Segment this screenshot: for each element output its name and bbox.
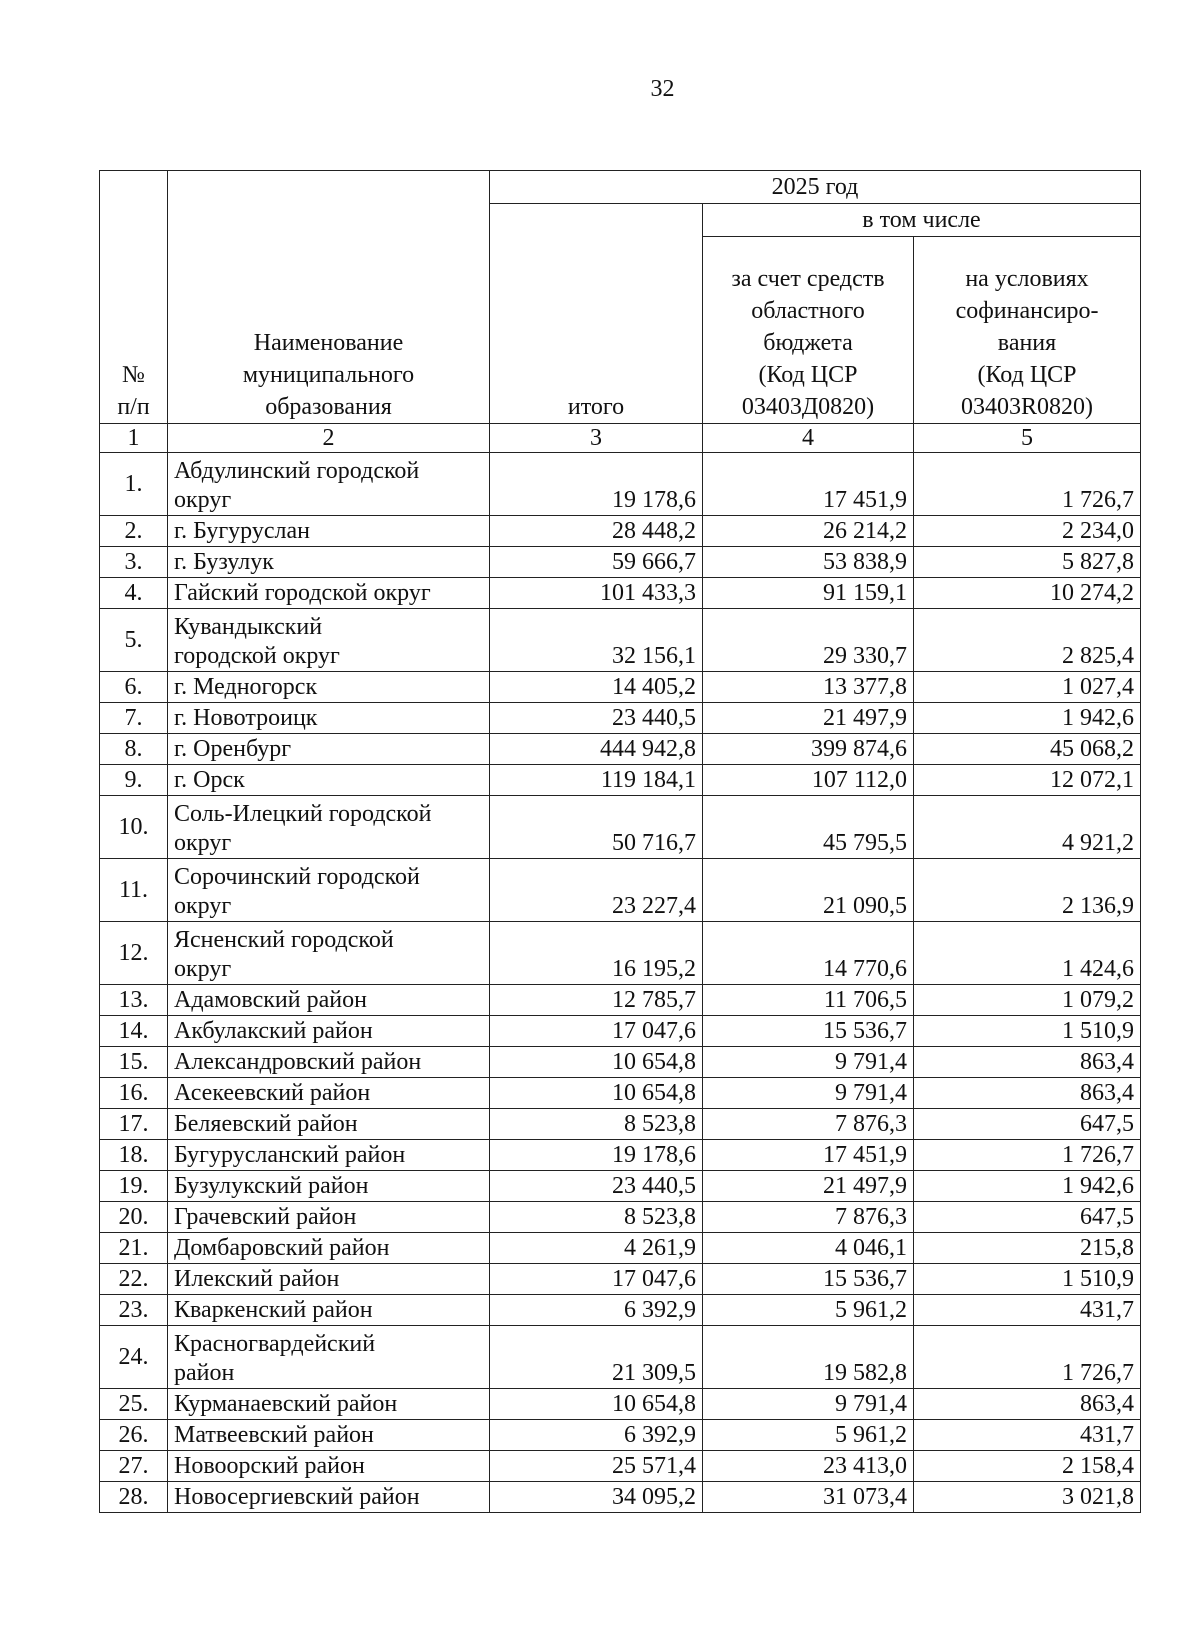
row-number: 10. — [100, 796, 168, 859]
column-number: 1 — [100, 424, 168, 453]
row-number: 17. — [100, 1109, 168, 1140]
row-municipality-name: Адамовский район — [168, 985, 490, 1016]
table-row — [100, 1264, 1141, 1295]
row-total: 19 178,6 — [490, 1140, 703, 1171]
row-number: 1. — [100, 453, 168, 516]
row-number: 23. — [100, 1295, 168, 1326]
table-row — [100, 796, 1141, 859]
row-municipality-name: Новоорский район — [168, 1451, 490, 1482]
table-row — [100, 1202, 1141, 1233]
row-number: 11. — [100, 859, 168, 922]
table-row — [100, 547, 1141, 578]
row-cofinancing: 1 726,7 — [914, 1140, 1141, 1171]
table-row — [100, 1451, 1141, 1482]
row-number: 2. — [100, 516, 168, 547]
row-number: 12. — [100, 922, 168, 985]
row-total: 17 047,6 — [490, 1264, 703, 1295]
row-number: 26. — [100, 1420, 168, 1451]
row-number: 27. — [100, 1451, 168, 1482]
row-cofinancing: 431,7 — [914, 1295, 1141, 1326]
row-municipality-name: Александровский район — [168, 1047, 490, 1078]
row-total: 119 184,1 — [490, 765, 703, 796]
row-total: 19 178,6 — [490, 453, 703, 516]
table-row — [100, 672, 1141, 703]
row-municipality-name: Новосергиевский район — [168, 1482, 490, 1513]
row-total: 444 942,8 — [490, 734, 703, 765]
row-municipality-name: Кваркенский район — [168, 1295, 490, 1326]
row-cofinancing: 4 921,2 — [914, 796, 1141, 859]
row-regional-budget: 11 706,5 — [703, 985, 914, 1016]
row-number: 15. — [100, 1047, 168, 1078]
row-regional-budget: 9 791,4 — [703, 1389, 914, 1420]
row-total: 28 448,2 — [490, 516, 703, 547]
row-number: 8. — [100, 734, 168, 765]
row-regional-budget: 9 791,4 — [703, 1047, 914, 1078]
row-total: 10 654,8 — [490, 1389, 703, 1420]
row-total: 17 047,6 — [490, 1016, 703, 1047]
row-number: 20. — [100, 1202, 168, 1233]
budget-table — [99, 170, 1141, 1513]
row-cofinancing: 1 510,9 — [914, 1016, 1141, 1047]
row-municipality-name: Бузулукский район — [168, 1171, 490, 1202]
row-regional-budget: 21 497,9 — [703, 703, 914, 734]
row-total: 23 440,5 — [490, 703, 703, 734]
row-municipality-name: г. Бугуруслан — [168, 516, 490, 547]
row-total: 32 156,1 — [490, 609, 703, 672]
row-number: 18. — [100, 1140, 168, 1171]
table-row — [100, 922, 1141, 985]
row-regional-budget: 19 582,8 — [703, 1326, 914, 1389]
table-row — [100, 516, 1141, 547]
table-row — [100, 1140, 1141, 1171]
row-municipality-name: Акбулакский район — [168, 1016, 490, 1047]
row-regional-budget: 26 214,2 — [703, 516, 914, 547]
row-total: 23 440,5 — [490, 1171, 703, 1202]
row-regional-budget: 7 876,3 — [703, 1109, 914, 1140]
row-municipality-name: г. Медногорск — [168, 672, 490, 703]
row-number: 9. — [100, 765, 168, 796]
row-municipality-name: Грачевский район — [168, 1202, 490, 1233]
row-cofinancing: 215,8 — [914, 1233, 1141, 1264]
row-total: 6 392,9 — [490, 1420, 703, 1451]
row-number: 3. — [100, 547, 168, 578]
row-municipality-name: Домбаровский район — [168, 1233, 490, 1264]
row-total: 59 666,7 — [490, 547, 703, 578]
column-number: 4 — [703, 424, 914, 453]
row-municipality-name: Сорочинский городской округ — [168, 859, 490, 922]
row-municipality-name: Красногвардейский район — [168, 1326, 490, 1389]
row-regional-budget: 53 838,9 — [703, 547, 914, 578]
row-cofinancing: 647,5 — [914, 1109, 1141, 1140]
table-row — [100, 1078, 1141, 1109]
row-total: 8 523,8 — [490, 1202, 703, 1233]
header-total: итого — [490, 204, 703, 424]
row-total: 50 716,7 — [490, 796, 703, 859]
row-regional-budget: 7 876,3 — [703, 1202, 914, 1233]
row-cofinancing: 2 136,9 — [914, 859, 1141, 922]
row-regional-budget: 5 961,2 — [703, 1420, 914, 1451]
header-municipality-name: Наименование муниципального образования — [168, 171, 490, 424]
row-cofinancing: 1 942,6 — [914, 1171, 1141, 1202]
table-row — [100, 609, 1141, 672]
row-cofinancing: 1 510,9 — [914, 1264, 1141, 1295]
row-cofinancing: 431,7 — [914, 1420, 1141, 1451]
row-number: 5. — [100, 609, 168, 672]
row-cofinancing: 1 726,7 — [914, 1326, 1141, 1389]
table-row — [100, 985, 1141, 1016]
row-regional-budget: 45 795,5 — [703, 796, 914, 859]
row-regional-budget: 15 536,7 — [703, 1016, 914, 1047]
header-year: 2025 год — [490, 171, 1141, 204]
row-total: 4 261,9 — [490, 1233, 703, 1264]
row-municipality-name: Ясненский городской округ — [168, 922, 490, 985]
table-row — [100, 703, 1141, 734]
row-total: 6 392,9 — [490, 1295, 703, 1326]
row-cofinancing: 863,4 — [914, 1389, 1141, 1420]
row-cofinancing: 5 827,8 — [914, 547, 1141, 578]
header-cofinancing: на условиях софинансиро- вания (Код ЦСР 03403R0820) — [914, 237, 1141, 424]
row-total: 16 195,2 — [490, 922, 703, 985]
row-cofinancing: 647,5 — [914, 1202, 1141, 1233]
row-number: 25. — [100, 1389, 168, 1420]
header-row-year — [100, 171, 1141, 204]
row-total: 21 309,5 — [490, 1326, 703, 1389]
row-cofinancing: 1 027,4 — [914, 672, 1141, 703]
row-regional-budget: 29 330,7 — [703, 609, 914, 672]
row-cofinancing: 3 021,8 — [914, 1482, 1141, 1513]
table-row — [100, 1109, 1141, 1140]
row-number: 13. — [100, 985, 168, 1016]
row-total: 12 785,7 — [490, 985, 703, 1016]
row-number: 19. — [100, 1171, 168, 1202]
row-number: 28. — [100, 1482, 168, 1513]
row-cofinancing: 1 424,6 — [914, 922, 1141, 985]
row-total: 34 095,2 — [490, 1482, 703, 1513]
row-total: 8 523,8 — [490, 1109, 703, 1140]
row-municipality-name: Беляевский район — [168, 1109, 490, 1140]
table-row — [100, 1326, 1141, 1389]
row-regional-budget: 21 497,9 — [703, 1171, 914, 1202]
row-number: 21. — [100, 1233, 168, 1264]
row-cofinancing: 45 068,2 — [914, 734, 1141, 765]
row-regional-budget: 14 770,6 — [703, 922, 914, 985]
row-regional-budget: 91 159,1 — [703, 578, 914, 609]
page-number: 32 — [650, 76, 675, 102]
row-number: 6. — [100, 672, 168, 703]
column-number: 3 — [490, 424, 703, 453]
table-row — [100, 734, 1141, 765]
row-municipality-name: г. Орск — [168, 765, 490, 796]
row-municipality-name: г. Бузулук — [168, 547, 490, 578]
header-including: в том числе — [703, 204, 1141, 237]
row-regional-budget: 9 791,4 — [703, 1078, 914, 1109]
row-municipality-name: Матвеевский район — [168, 1420, 490, 1451]
row-regional-budget: 15 536,7 — [703, 1264, 914, 1295]
header-number: № п/п — [100, 171, 168, 424]
row-municipality-name: Соль-Илецкий городской округ — [168, 796, 490, 859]
table-row — [100, 1016, 1141, 1047]
table-row — [100, 1047, 1141, 1078]
row-total: 25 571,4 — [490, 1451, 703, 1482]
row-number: 16. — [100, 1078, 168, 1109]
table-body — [100, 171, 1141, 1513]
row-cofinancing: 10 274,2 — [914, 578, 1141, 609]
row-regional-budget: 21 090,5 — [703, 859, 914, 922]
table-row — [100, 578, 1141, 609]
row-total: 14 405,2 — [490, 672, 703, 703]
row-regional-budget: 4 046,1 — [703, 1233, 914, 1264]
row-cofinancing: 863,4 — [914, 1047, 1141, 1078]
row-total: 10 654,8 — [490, 1078, 703, 1109]
table-row — [100, 1171, 1141, 1202]
row-municipality-name: Кувандыкский городской округ — [168, 609, 490, 672]
row-regional-budget: 17 451,9 — [703, 453, 914, 516]
row-total: 101 433,3 — [490, 578, 703, 609]
row-cofinancing: 2 825,4 — [914, 609, 1141, 672]
row-number: 22. — [100, 1264, 168, 1295]
row-cofinancing: 2 158,4 — [914, 1451, 1141, 1482]
row-total: 10 654,8 — [490, 1047, 703, 1078]
row-regional-budget: 31 073,4 — [703, 1482, 914, 1513]
row-regional-budget: 13 377,8 — [703, 672, 914, 703]
column-number: 2 — [168, 424, 490, 453]
row-number: 24. — [100, 1326, 168, 1389]
row-regional-budget: 399 874,6 — [703, 734, 914, 765]
row-municipality-name: Гайский городской округ — [168, 578, 490, 609]
row-cofinancing: 12 072,1 — [914, 765, 1141, 796]
row-municipality-name: Курманаевский район — [168, 1389, 490, 1420]
table-row — [100, 1420, 1141, 1451]
row-municipality-name: г. Новотроицк — [168, 703, 490, 734]
row-regional-budget: 107 112,0 — [703, 765, 914, 796]
table-row — [100, 1233, 1141, 1264]
row-municipality-name: Абдулинский городской округ — [168, 453, 490, 516]
row-regional-budget: 5 961,2 — [703, 1295, 914, 1326]
row-regional-budget: 23 413,0 — [703, 1451, 914, 1482]
row-number: 4. — [100, 578, 168, 609]
table-row — [100, 1482, 1141, 1513]
row-regional-budget: 17 451,9 — [703, 1140, 914, 1171]
table-row — [100, 859, 1141, 922]
row-municipality-name: Илекский район — [168, 1264, 490, 1295]
row-total: 23 227,4 — [490, 859, 703, 922]
row-cofinancing: 1 942,6 — [914, 703, 1141, 734]
table-row — [100, 1295, 1141, 1326]
row-number: 14. — [100, 1016, 168, 1047]
row-cofinancing: 863,4 — [914, 1078, 1141, 1109]
row-municipality-name: г. Оренбург — [168, 734, 490, 765]
row-municipality-name: Бугурусланский район — [168, 1140, 490, 1171]
row-cofinancing: 1 079,2 — [914, 985, 1141, 1016]
row-cofinancing: 1 726,7 — [914, 453, 1141, 516]
column-number: 5 — [914, 424, 1141, 453]
table-row — [100, 765, 1141, 796]
row-municipality-name: Асекеевский район — [168, 1078, 490, 1109]
row-number: 7. — [100, 703, 168, 734]
header-regional-budget: за счет средств областного бюджета (Код ЦСР 03403Д0820) — [703, 237, 914, 424]
table-row — [100, 1389, 1141, 1420]
column-number-row — [100, 424, 1141, 453]
table-row — [100, 453, 1141, 516]
row-cofinancing: 2 234,0 — [914, 516, 1141, 547]
